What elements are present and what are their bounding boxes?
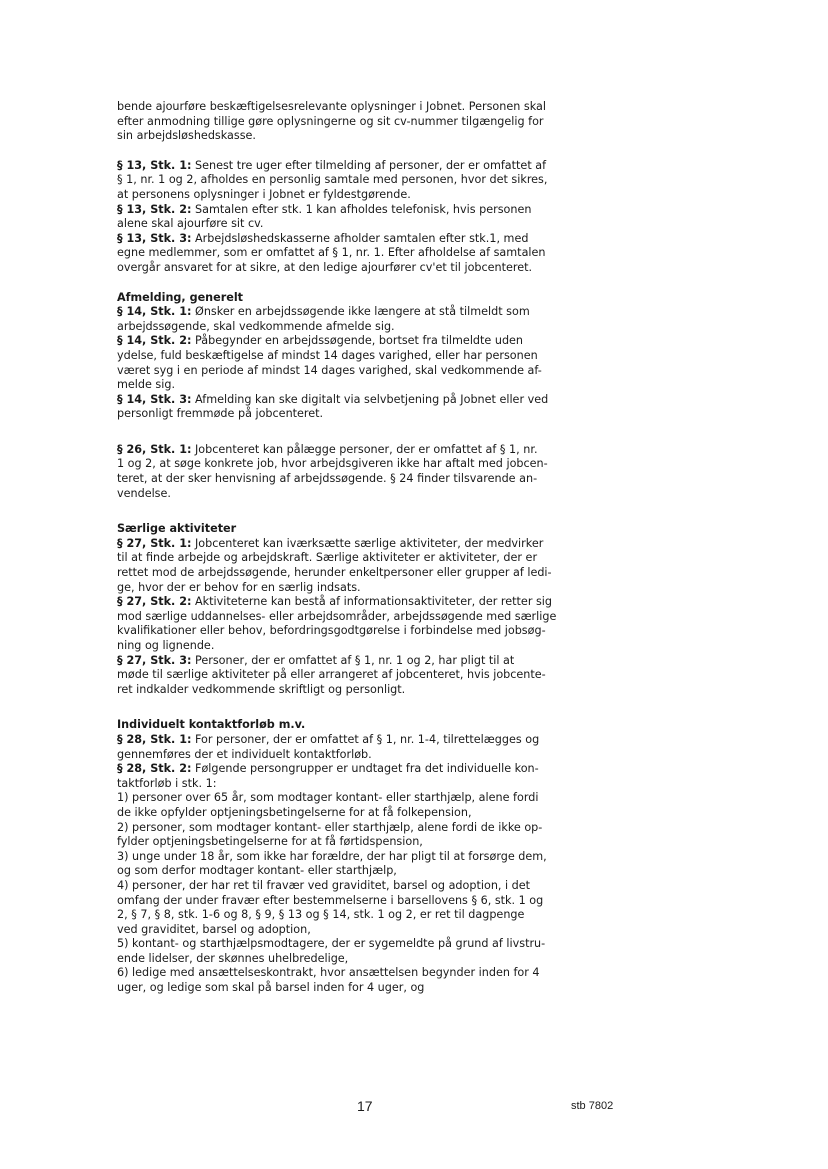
line-text: Arbejdsløshedskasserne afholder samtalen efter stk.1, med bbox=[191, 231, 529, 245]
text-line bbox=[117, 188, 617, 203]
text-line bbox=[117, 305, 617, 320]
section-reference: § 14, Stk. 3: bbox=[117, 392, 192, 406]
text-line bbox=[117, 981, 617, 996]
line-text: de ikke opfylder optjeningsbetingelserne for at få folkepension, bbox=[117, 805, 472, 819]
text-line bbox=[117, 821, 617, 836]
text-line bbox=[117, 908, 617, 923]
line-text: at personens oplysninger i Jobnet er fyldestgørende. bbox=[117, 187, 411, 201]
text-line bbox=[117, 203, 617, 218]
paragraph bbox=[117, 291, 617, 422]
line-text: Følgende persongrupper er undtaget fra det individuelle kon- bbox=[191, 762, 539, 776]
line-text: § 1, nr. 1 og 2, afholdes en personlig samtale med personen, hvor det sikres, bbox=[117, 173, 548, 187]
line-text: gennemføres der et individuelt kontaktforløb. bbox=[117, 747, 372, 761]
document-body bbox=[117, 100, 617, 996]
text-line bbox=[117, 683, 617, 698]
section-reference: § 14, Stk. 2: bbox=[117, 334, 192, 348]
text-line bbox=[117, 777, 617, 792]
text-line bbox=[117, 733, 617, 748]
text-line bbox=[117, 894, 617, 909]
line-text: taktforløb i stk. 1: bbox=[117, 776, 217, 790]
text-line bbox=[117, 966, 617, 981]
line-text: møde til særlige aktiviteter på eller arrangeret af jobcenteret, hvis jobcente- bbox=[117, 668, 546, 682]
text-line bbox=[117, 937, 617, 952]
text-line bbox=[117, 246, 617, 261]
line-text: Jobcenteret kan iværksætte særlige aktiviteter, der medvirker bbox=[191, 536, 544, 550]
line-text: rettet mod de arbejdssøgende, herunder enkeltpersoner eller grupper af ledi- bbox=[117, 566, 552, 580]
section-reference: § 13, Stk. 3: bbox=[117, 231, 192, 245]
paragraph bbox=[117, 443, 617, 501]
text-line bbox=[117, 349, 617, 364]
paragraph bbox=[117, 159, 617, 276]
text-line bbox=[117, 320, 617, 335]
line-text: personligt fremmøde på jobcenteret. bbox=[117, 407, 324, 421]
line-text: Samtalen efter stk. 1 kan afholdes telefonisk, hvis personen bbox=[191, 202, 532, 216]
line-text: Ønsker en arbejdssøgende ikke længere at stå tilmeldt som bbox=[191, 305, 530, 319]
line-text: omfang der under fravær efter bestemmelserne i barsellovens § 6, stk. 1 og bbox=[117, 893, 544, 907]
text-line bbox=[117, 791, 617, 806]
text-line bbox=[117, 581, 617, 596]
line-text: alene skal ajourføre sit cv. bbox=[117, 217, 264, 231]
paragraph-spacer bbox=[117, 144, 617, 159]
text-line bbox=[117, 923, 617, 938]
section-heading: Afmelding, generelt bbox=[117, 290, 244, 304]
section-reference: § 13, Stk. 1: bbox=[117, 158, 192, 172]
line-text: 5) kontant- og starthjælpsmodtagere, der er sygemeldte på grund af livstru- bbox=[117, 937, 546, 951]
paragraph-spacer bbox=[117, 501, 617, 522]
line-text: For personer, der er omfattet af § 1, nr. 1-4, tilrettelægges og bbox=[191, 732, 540, 746]
section-reference: § 27, Stk. 3: bbox=[117, 653, 192, 667]
text-line bbox=[117, 407, 617, 422]
text-line bbox=[117, 748, 617, 763]
line-text: Jobcenteret kan pålægge personer, der er omfattet af § 1, nr. bbox=[191, 442, 538, 456]
line-text: 2, § 7, § 8, stk. 1-6 og 8, § 9, § 13 og § 14, stk. 1 og 2, er ret til dagpenge bbox=[117, 908, 525, 922]
text-line bbox=[117, 624, 617, 639]
section-heading: Særlige aktiviteter bbox=[117, 522, 237, 536]
line-text: bende ajourføre beskæftigelsesrelevante oplysninger i Jobnet. Personen skal bbox=[117, 100, 546, 113]
text-line bbox=[117, 443, 617, 458]
text-line bbox=[117, 762, 617, 777]
paragraph bbox=[117, 718, 617, 995]
section-reference: § 27, Stk. 2: bbox=[117, 595, 192, 609]
line-text: 6) ledige med ansættelseskontrakt, hvor ansættelsen begynder inden for 4 bbox=[117, 966, 540, 980]
section-reference: § 28, Stk. 2: bbox=[117, 762, 192, 776]
text-line bbox=[117, 610, 617, 625]
text-line bbox=[117, 334, 617, 349]
line-text: ning og lignende. bbox=[117, 639, 215, 652]
line-text: ret indkalder vedkommende skriftligt og personligt. bbox=[117, 682, 406, 696]
section-reference: § 13, Stk. 2: bbox=[117, 202, 192, 216]
text-line bbox=[117, 129, 617, 144]
text-line bbox=[117, 654, 617, 669]
line-text: ydelse, fuld beskæftigelse af mindst 14 dages varighed, eller har personen bbox=[117, 348, 538, 362]
text-line bbox=[117, 668, 617, 683]
line-text: ved graviditet, barsel og adoption, bbox=[117, 922, 311, 936]
line-text: uger, og ledige som skal på barsel inden for 4 uger, og bbox=[117, 981, 425, 995]
line-text: 4) personer, der har ret til fravær ved graviditet, barsel og adoption, i det bbox=[117, 878, 531, 892]
text-line bbox=[117, 115, 617, 130]
text-line bbox=[117, 364, 617, 379]
text-line bbox=[117, 806, 617, 821]
section-reference: § 27, Stk. 1: bbox=[117, 536, 192, 550]
line-text: været syg i en periode af mindst 14 dages varighed, skal vedkommende af- bbox=[117, 363, 542, 377]
paragraph bbox=[117, 522, 617, 697]
paragraph-spacer bbox=[117, 697, 617, 718]
line-text: Senest tre uger efter tilmelding af personer, der er omfattet af bbox=[191, 158, 547, 172]
text-line bbox=[117, 232, 617, 247]
section-heading: Individuelt kontaktforløb m.v. bbox=[117, 718, 306, 732]
line-text: efter anmodning tillige gøre oplysningerne og sit cv-nummer tilgængelig for bbox=[117, 114, 544, 128]
section-reference: § 28, Stk. 1: bbox=[117, 732, 192, 746]
text-line bbox=[117, 217, 617, 232]
text-line bbox=[117, 835, 617, 850]
line-text: kvalifikationer eller behov, befordringsgodtgørelse i forbindelse med jobsøg- bbox=[117, 624, 546, 638]
line-text: mod særlige uddannelses- eller arbejdsområder, arbejdssøgende med særlige bbox=[117, 609, 557, 623]
paragraph-spacer bbox=[117, 422, 617, 443]
line-text: Personer, der er omfattet af § 1, nr. 1 og 2, har pligt til at bbox=[191, 653, 515, 667]
document-stamp: stb 7802 bbox=[571, 1100, 614, 1112]
line-text: Påbegynder en arbejdssøgende, bortset fra tilmeldte uden bbox=[191, 334, 524, 348]
text-line bbox=[117, 864, 617, 879]
line-text: 3) unge under 18 år, som ikke har forældre, der har pligt til at forsørge dem, bbox=[117, 849, 547, 863]
section-reference: § 26, Stk. 1: bbox=[117, 442, 192, 456]
text-line bbox=[117, 850, 617, 865]
text-line bbox=[117, 879, 617, 894]
line-text: 1) personer over 65 år, som modtager kontant- eller starthjælp, alene fordi bbox=[117, 791, 539, 805]
text-line bbox=[117, 393, 617, 408]
text-line bbox=[117, 639, 617, 654]
line-text: melde sig. bbox=[117, 378, 176, 392]
text-line bbox=[117, 551, 617, 566]
paragraph bbox=[117, 100, 617, 144]
text-line bbox=[117, 472, 617, 487]
line-text: 2) personer, som modtager kontant- eller starthjælp, alene fordi de ikke op- bbox=[117, 820, 543, 834]
text-line bbox=[117, 952, 617, 967]
line-text: sin arbejdsløshedskasse. bbox=[117, 129, 256, 143]
line-text: fylder optjeningsbetingelserne for at få førtidspension, bbox=[117, 835, 423, 849]
line-text: overgår ansvaret for at sikre, at den ledige ajourfører cv'et til jobcenteret. bbox=[117, 260, 533, 274]
text-line bbox=[117, 378, 617, 393]
line-text: Afmelding kan ske digitalt via selvbetjening på Jobnet eller ved bbox=[191, 392, 549, 406]
text-line bbox=[117, 487, 617, 502]
line-text: Aktiviteterne kan bestå af informationsaktiviteter, der retter sig bbox=[191, 595, 553, 609]
line-text: ende lidelser, der skønnes uhelbredelige, bbox=[117, 951, 349, 965]
text-line bbox=[117, 595, 617, 610]
text-line bbox=[117, 100, 617, 115]
line-text: 1 og 2, at søge konkrete job, hvor arbejdsgiveren ikke har aftalt med jobcen- bbox=[117, 457, 548, 471]
text-line bbox=[117, 566, 617, 581]
paragraph-spacer bbox=[117, 276, 617, 291]
section-reference: § 14, Stk. 1: bbox=[117, 305, 192, 319]
line-text: egne medlemmer, som er omfattet af § 1, nr. 1. Efter afholdelse af samtalen bbox=[117, 246, 546, 260]
text-line bbox=[117, 261, 617, 276]
text-line bbox=[117, 159, 617, 174]
text-line bbox=[117, 457, 617, 472]
text-line bbox=[117, 537, 617, 552]
line-text: vendelse. bbox=[117, 486, 171, 500]
line-text: til at finde arbejde og arbejdskraft. Særlige aktiviteter er aktiviteter, der er bbox=[117, 551, 538, 565]
line-text: teret, at der sker henvisning af arbejdssøgende. § 24 finder tilsvarende an- bbox=[117, 472, 538, 486]
line-text: ge, hvor der er behov for en særlig indsats. bbox=[117, 580, 361, 594]
page-number: 17 bbox=[357, 1098, 373, 1114]
text-line bbox=[117, 173, 617, 188]
line-text: og som derfor modtager kontant- eller starthjælp, bbox=[117, 864, 397, 878]
line-text: arbejdssøgende, skal vedkommende afmelde sig. bbox=[117, 319, 395, 333]
